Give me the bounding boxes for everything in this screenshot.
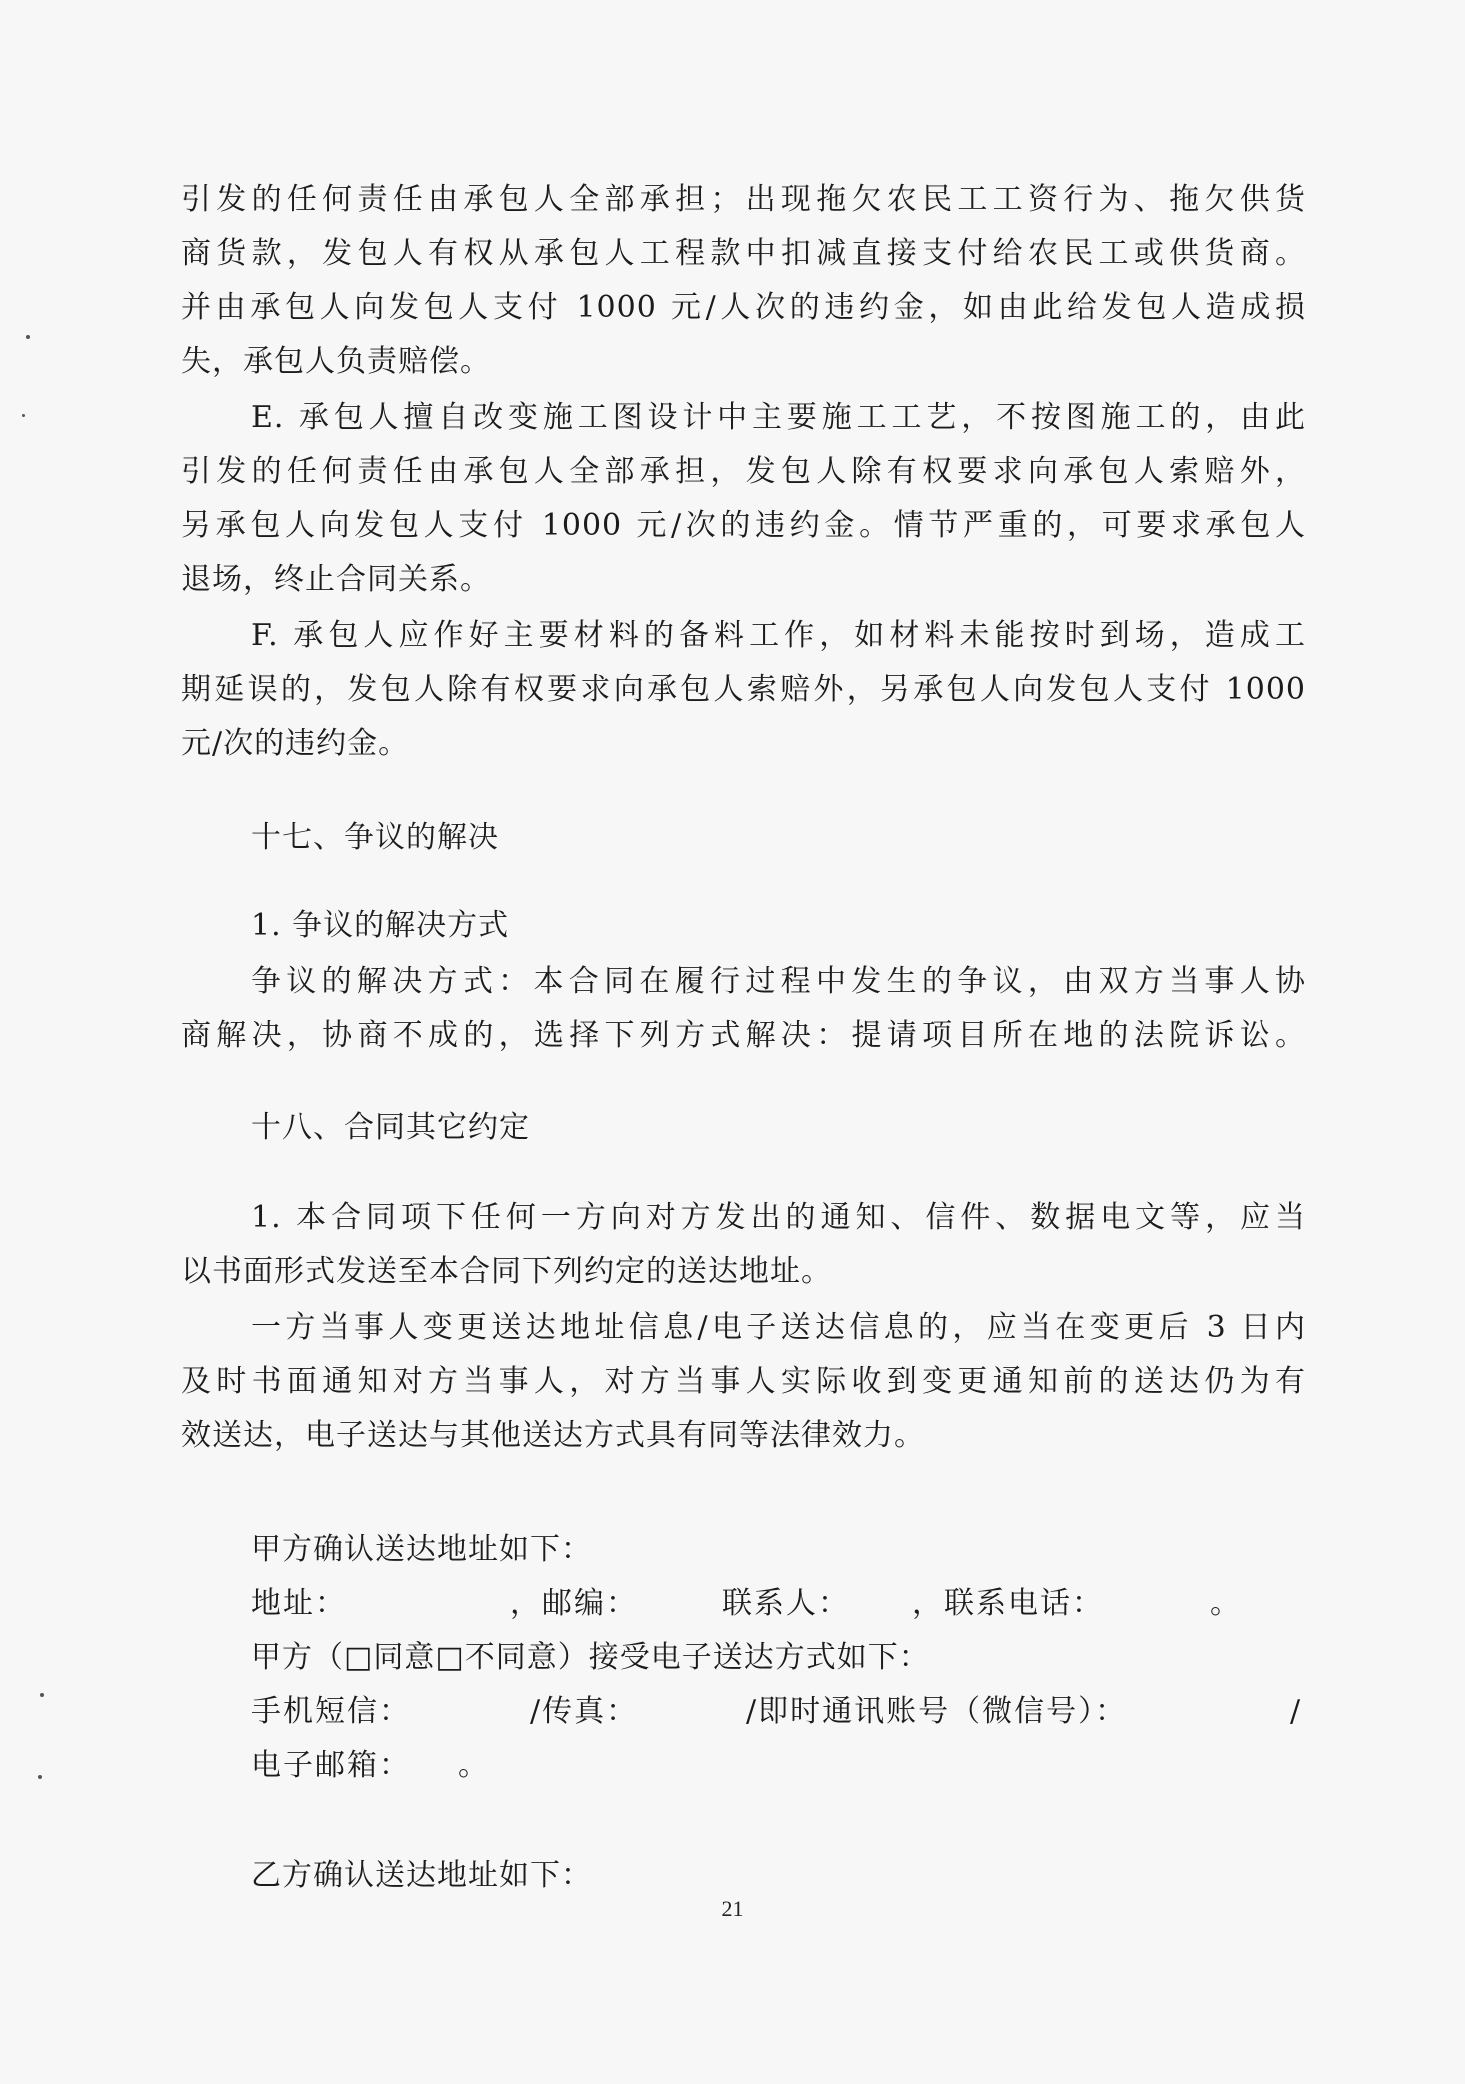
e-delivery-consent: 甲方（□同意□不同意）接受电子送达方式如下： bbox=[251, 1640, 930, 1675]
end-mark: 。 bbox=[1210, 1586, 1242, 1621]
clause-e-line: 退场，终止合同关系。 bbox=[181, 562, 491, 597]
section-title: 十八、合同其它约定 bbox=[251, 1110, 530, 1145]
clause-e-line: E. 承包人擅自改变施工图设计中主要施工工艺，不按图施工的，由此 bbox=[251, 400, 1306, 435]
section-body-line: 商解决，协商不成的，选择下列方式解决：提请项目所在地的法院诉讼。 bbox=[181, 1018, 1306, 1053]
contact-label: 联系人： bbox=[722, 1586, 850, 1621]
email-end-mark: 。 bbox=[458, 1748, 490, 1783]
slash-mark: / bbox=[1290, 1694, 1303, 1729]
party-a-heading: 甲方确认送达地址如下： bbox=[251, 1532, 592, 1567]
text-line: 商货款，发包人有权从承包人工程款中扣减直接支付给农民工或供货商。 bbox=[181, 236, 1306, 271]
scan-speck bbox=[40, 1693, 44, 1697]
scan-speck bbox=[26, 335, 30, 339]
clause-f-line: 期延误的，发包人除有权要求向承包人索赔外，另承包人向发包人支付 1000 bbox=[181, 672, 1306, 707]
section-body-line: 一方当事人变更送达地址信息/电子送达信息的，应当在变更后 3 日内 bbox=[251, 1310, 1306, 1345]
fax-label: /传真： bbox=[530, 1694, 639, 1729]
clause-f-line: F. 承包人应作好主要材料的备料工作，如材料未能按时到场，造成工 bbox=[251, 618, 1306, 653]
im-account-label: /即时通讯账号（微信号）： bbox=[746, 1694, 1128, 1729]
section-body-line: 以书面形式发送至本合同下列约定的送达地址。 bbox=[181, 1254, 832, 1289]
party-b-heading: 乙方确认送达地址如下： bbox=[251, 1858, 592, 1893]
section-subtitle: 1. 争议的解决方式 bbox=[251, 908, 510, 943]
section-body-line: 1. 本合同项下任何一方向对方发出的通知、信件、数据电文等，应当 bbox=[251, 1200, 1306, 1235]
page-number: 21 bbox=[721, 1896, 744, 1921]
section-title: 十七、争议的解决 bbox=[251, 820, 499, 855]
section-body-line: 争议的解决方式：本合同在履行过程中发生的争议，由双方当事人协 bbox=[251, 964, 1306, 999]
scan-speck bbox=[22, 414, 25, 417]
clause-e-line: 引发的任何责任由承包人全部承担，发包人除有权要求向承包人索赔外， bbox=[181, 454, 1306, 489]
address-label: 地址： bbox=[251, 1586, 347, 1621]
clause-f-line: 元/次的违约金。 bbox=[181, 726, 410, 761]
section-body-line: 效送达，电子送达与其他送达方式具有同等法律效力。 bbox=[181, 1418, 925, 1453]
phone-label: ，联系电话： bbox=[912, 1586, 1104, 1621]
sms-label: 手机短信： bbox=[251, 1694, 411, 1729]
text-line: 失，承包人负责赔偿。 bbox=[181, 344, 491, 379]
scan-speck bbox=[38, 1775, 42, 1779]
section-body-line: 及时书面通知对方当事人，对方当事人实际收到变更通知前的送达仍为有 bbox=[181, 1364, 1306, 1399]
email-label: 电子邮箱： bbox=[251, 1748, 411, 1783]
text-line: 引发的任何责任由承包人全部承担；出现拖欠农民工工资行为、拖欠供货 bbox=[181, 182, 1306, 217]
postcode-label: ，邮编： bbox=[510, 1586, 638, 1621]
text-line: 并由承包人向发包人支付 1000 元/人次的违约金，如由此给发包人造成损 bbox=[181, 290, 1306, 325]
clause-e-line: 另承包人向发包人支付 1000 元/次的违约金。情节严重的，可要求承包人 bbox=[181, 508, 1306, 543]
